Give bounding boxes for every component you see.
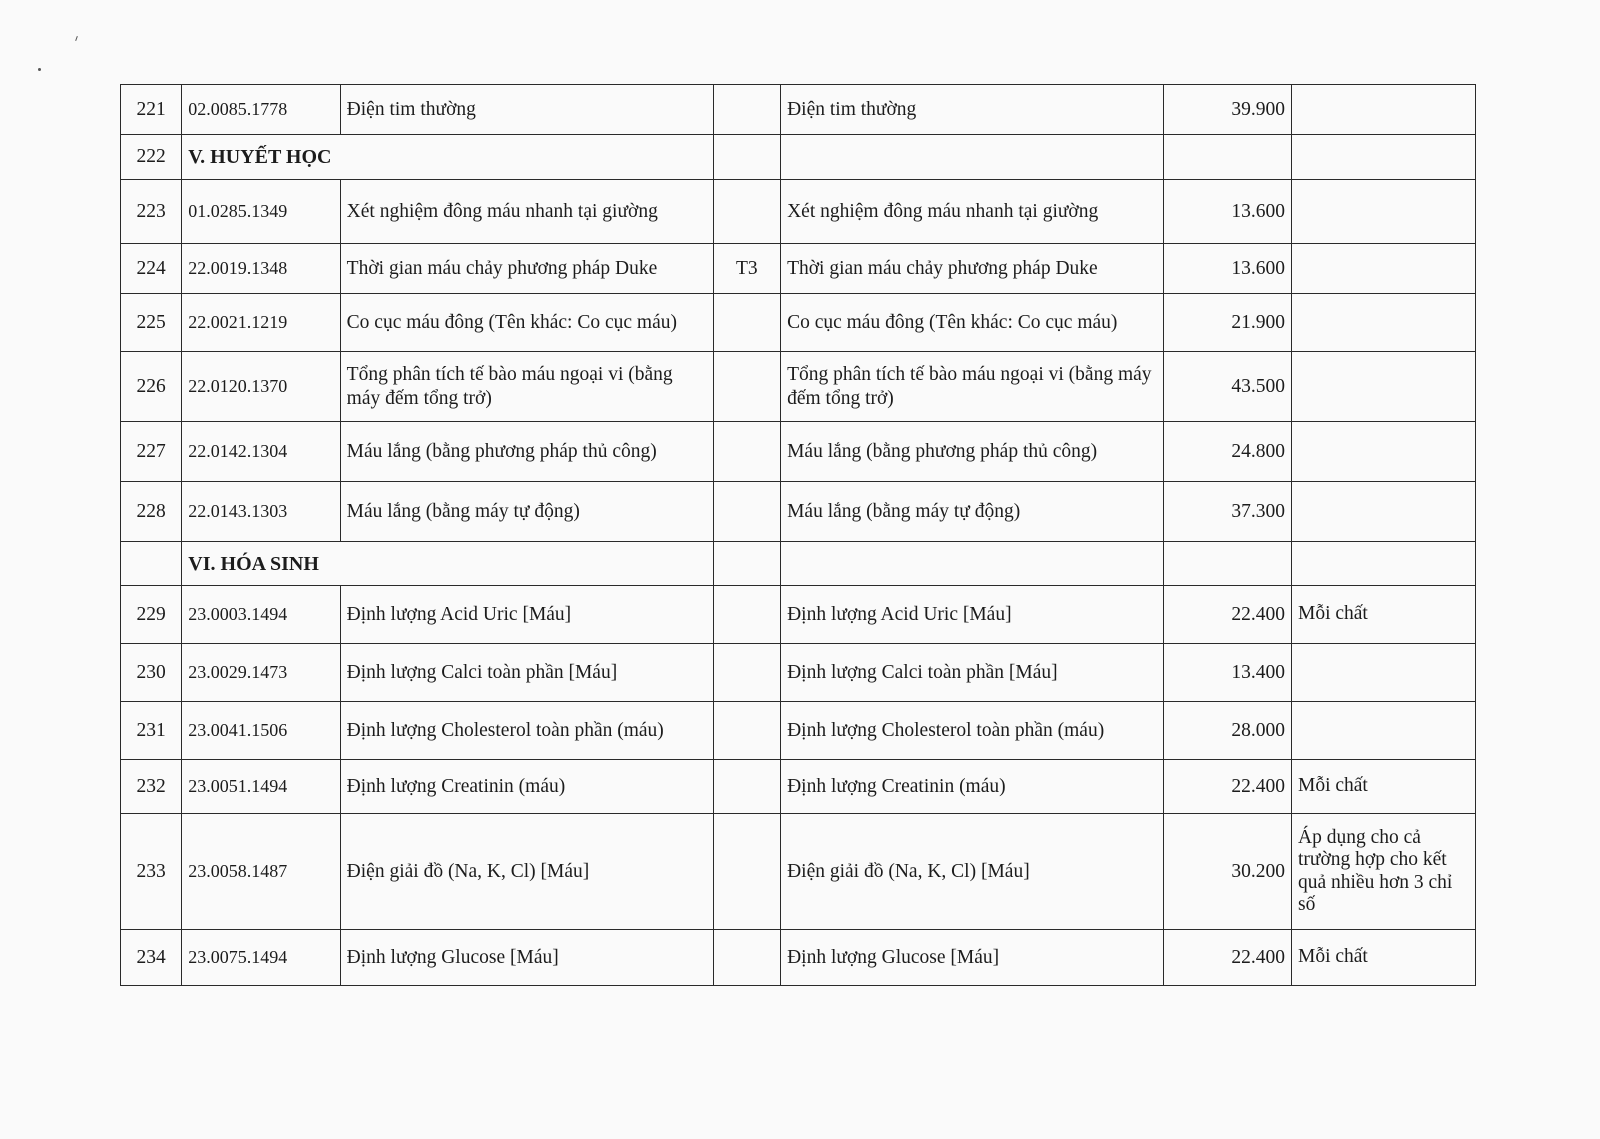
price-cell: 39.900	[1164, 85, 1292, 135]
extra-code-cell	[713, 814, 780, 930]
price-cell: 43.500	[1164, 352, 1292, 422]
note-cell: Mỗi chất	[1291, 930, 1475, 986]
note-cell: Mỗi chất	[1291, 586, 1475, 644]
service-name-2: Tổng phân tích tế bào máu ngoại vi (bằng máy đếm tổng trở)	[781, 352, 1164, 422]
row-number: 227	[121, 422, 182, 482]
service-name: Thời gian máu chảy phương pháp Duke	[340, 244, 713, 294]
service-name-2: Máu lắng (bằng máy tự động)	[781, 482, 1164, 542]
table-row	[121, 85, 1476, 135]
row-number: 226	[121, 352, 182, 422]
note-cell: Mỗi chất	[1291, 760, 1475, 814]
table-row	[121, 352, 1476, 422]
row-number: 224	[121, 244, 182, 294]
service-code: 22.0019.1348	[182, 244, 340, 294]
service-code: 23.0041.1506	[182, 702, 340, 760]
note-cell	[1291, 482, 1475, 542]
note-cell	[1291, 644, 1475, 702]
service-name: Máu lắng (bằng máy tự động)	[340, 482, 713, 542]
extra-code-cell	[713, 352, 780, 422]
note-cell	[1291, 542, 1475, 586]
price-cell: 21.900	[1164, 294, 1292, 352]
table-row	[121, 244, 1476, 294]
extra-code-cell	[713, 422, 780, 482]
table-row	[121, 180, 1476, 244]
service-name-2: Định lượng Glucose [Máu]	[781, 930, 1164, 986]
service-code: 22.0142.1304	[182, 422, 340, 482]
extra-code-cell	[713, 542, 780, 586]
note-cell: Áp dụng cho cả trường hợp cho kết quả nhiều hơn 3 chỉ số	[1291, 814, 1475, 930]
service-name: Điện tim thường	[340, 85, 713, 135]
service-name: Định lượng Acid Uric [Máu]	[340, 586, 713, 644]
note-cell	[1291, 135, 1475, 180]
row-number	[121, 542, 182, 586]
service-name-2: Máu lắng (bằng phương pháp thủ công)	[781, 422, 1164, 482]
price-cell: 13.600	[1164, 180, 1292, 244]
table-row	[121, 422, 1476, 482]
extra-code-cell	[713, 135, 780, 180]
table-body	[121, 85, 1476, 986]
service-name: Định lượng Cholesterol toàn phần (máu)	[340, 702, 713, 760]
service-name: Định lượng Calci toàn phần [Máu]	[340, 644, 713, 702]
price-cell: 28.000	[1164, 702, 1292, 760]
note-cell	[1291, 180, 1475, 244]
extra-code-cell	[713, 702, 780, 760]
service-name-2: Điện giải đồ (Na, K, Cl) [Máu]	[781, 814, 1164, 930]
service-name: Tổng phân tích tế bào máu ngoại vi (bằng máy đếm tổng trở)	[340, 352, 713, 422]
service-name-2: Định lượng Acid Uric [Máu]	[781, 586, 1164, 644]
service-code: 23.0003.1494	[182, 586, 340, 644]
row-number: 234	[121, 930, 182, 986]
row-number: 233	[121, 814, 182, 930]
note-cell	[1291, 702, 1475, 760]
service-code: 22.0120.1370	[182, 352, 340, 422]
service-name: Định lượng Creatinin (máu)	[340, 760, 713, 814]
price-cell: 13.600	[1164, 244, 1292, 294]
scan-mark	[75, 36, 78, 41]
service-code: 23.0058.1487	[182, 814, 340, 930]
section-title: V. HUYẾT HỌC	[182, 135, 713, 180]
service-code: 02.0085.1778	[182, 85, 340, 135]
service-name-2: Định lượng Creatinin (máu)	[781, 760, 1164, 814]
section-title: VI. HÓA SINH	[182, 542, 713, 586]
table-row	[121, 644, 1476, 702]
row-number: 228	[121, 482, 182, 542]
service-price-table	[120, 84, 1476, 986]
service-name-2	[781, 135, 1164, 180]
table-row	[121, 930, 1476, 986]
table-row	[121, 482, 1476, 542]
section-row	[121, 542, 1476, 586]
price-cell: 22.400	[1164, 586, 1292, 644]
row-number: 225	[121, 294, 182, 352]
row-number: 221	[121, 85, 182, 135]
table-row	[121, 294, 1476, 352]
extra-code-cell	[713, 930, 780, 986]
service-name-2: Co cục máu đông (Tên khác: Co cục máu)	[781, 294, 1164, 352]
note-cell	[1291, 352, 1475, 422]
service-name-2: Thời gian máu chảy phương pháp Duke	[781, 244, 1164, 294]
note-cell	[1291, 294, 1475, 352]
row-number: 222	[121, 135, 182, 180]
price-cell: 22.400	[1164, 760, 1292, 814]
row-number: 223	[121, 180, 182, 244]
service-code: 23.0075.1494	[182, 930, 340, 986]
service-name-2: Xét nghiệm đông máu nhanh tại giường	[781, 180, 1164, 244]
service-name: Co cục máu đông (Tên khác: Co cục máu)	[340, 294, 713, 352]
table-row	[121, 814, 1476, 930]
extra-code-cell	[713, 586, 780, 644]
service-code: 01.0285.1349	[182, 180, 340, 244]
price-cell: 24.800	[1164, 422, 1292, 482]
price-cell	[1164, 542, 1292, 586]
table-row	[121, 702, 1476, 760]
row-number: 230	[121, 644, 182, 702]
service-name: Xét nghiệm đông máu nhanh tại giường	[340, 180, 713, 244]
row-number: 229	[121, 586, 182, 644]
service-name: Định lượng Glucose [Máu]	[340, 930, 713, 986]
extra-code-cell	[713, 180, 780, 244]
service-name-2: Định lượng Calci toàn phần [Máu]	[781, 644, 1164, 702]
service-name-2: Định lượng Cholesterol toàn phần (máu)	[781, 702, 1164, 760]
service-code: 23.0051.1494	[182, 760, 340, 814]
extra-code-cell	[713, 644, 780, 702]
table-row	[121, 760, 1476, 814]
extra-code-cell: T3	[713, 244, 780, 294]
price-cell: 37.300	[1164, 482, 1292, 542]
note-cell	[1291, 85, 1475, 135]
service-name: Máu lắng (bằng phương pháp thủ công)	[340, 422, 713, 482]
extra-code-cell	[713, 294, 780, 352]
extra-code-cell	[713, 482, 780, 542]
scan-speck	[38, 68, 41, 71]
service-name: Điện giải đồ (Na, K, Cl) [Máu]	[340, 814, 713, 930]
note-cell	[1291, 244, 1475, 294]
service-code: 22.0143.1303	[182, 482, 340, 542]
service-code: 22.0021.1219	[182, 294, 340, 352]
extra-code-cell	[713, 760, 780, 814]
note-cell	[1291, 422, 1475, 482]
extra-code-cell	[713, 85, 780, 135]
section-row	[121, 135, 1476, 180]
price-cell	[1164, 135, 1292, 180]
price-cell: 30.200	[1164, 814, 1292, 930]
table-row	[121, 586, 1476, 644]
price-cell: 13.400	[1164, 644, 1292, 702]
row-number: 232	[121, 760, 182, 814]
price-cell: 22.400	[1164, 930, 1292, 986]
service-name-2: Điện tim thường	[781, 85, 1164, 135]
service-name-2	[781, 542, 1164, 586]
row-number: 231	[121, 702, 182, 760]
service-code: 23.0029.1473	[182, 644, 340, 702]
